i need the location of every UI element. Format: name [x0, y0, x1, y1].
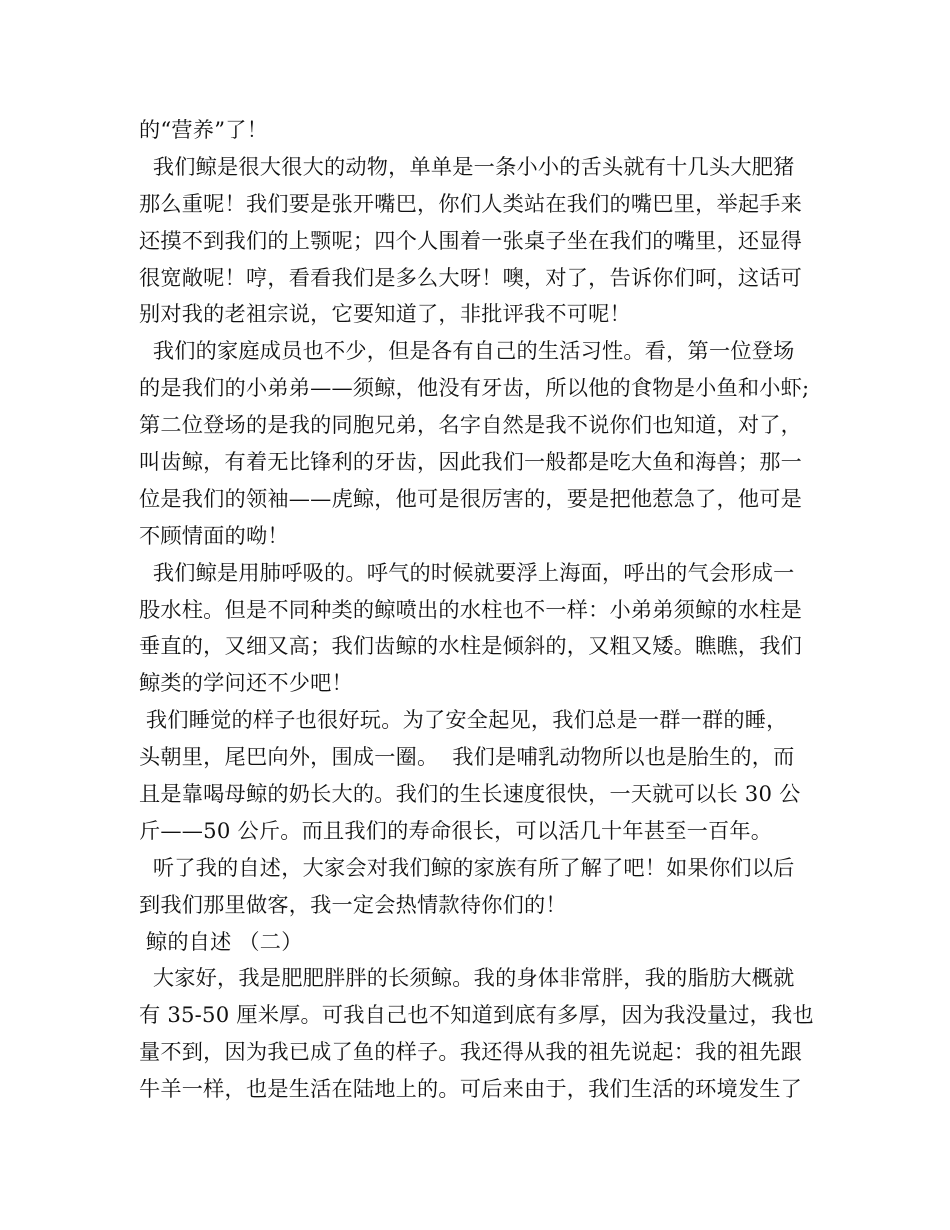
text-line: 很宽敞呢！哼，看看我们是多么大呀！噢，对了，告诉你们呵，这话可 [139, 264, 803, 290]
text-line: 且是靠喝母鲸的奶长大的。我们的生长速度很快，一天就可以长 30 公 [139, 781, 801, 807]
text-line: 的是我们的小弟弟——须鲸，他没有牙齿，所以他的食物是小鱼和小虾; [139, 375, 810, 401]
text-line: 有 35-50 厘米厚。可我自己也不知道到底有多厚，因为我没量过，我也 [139, 1002, 814, 1028]
text-line: 位是我们的领袖——虎鲸，他可是很厉害的，要是把他惹急了，他可是 [139, 485, 803, 511]
text-line: 听了我的自述，大家会对我们鲸的家族有所了解了吧！如果你们以后 [139, 854, 795, 880]
text-line: 牛羊一样，也是生活在陆地上的。可后来由于，我们生活的环境发生了 [139, 1076, 803, 1102]
text-line: 别对我的老祖宗说，它要知道了，非批评我不可呢！ [139, 301, 631, 327]
text-line: 的“营养”了！ [139, 117, 269, 142]
body-text [139, 112, 829, 1108]
text-line: 我们睡觉的样子也很好玩。为了安全起见，我们总是一群一群的睡， [139, 707, 788, 733]
text-line: 量不到，因为我已成了鱼的样子。我还得从我的祖先说起：我的祖先跟 [139, 1039, 803, 1065]
text-line: 不顾情面的呦！ [139, 522, 289, 548]
text-line: 第二位登场的是我的同胞兄弟，名字自然是我不说你们也知道，对了， [139, 412, 803, 438]
text-line: 叫齿鲸，有着无比锋利的牙齿，因此我们一般都是吃大鱼和海兽；那一 [139, 449, 803, 475]
text-line: 还摸不到我们的上颚呢；四个人围着一张桌子坐在我们的嘴里，还显得 [139, 227, 803, 253]
section-heading: 鲸的自述 （二） [139, 928, 303, 954]
text-line: 我们的家庭成员也不少，但是各有自己的生活习性。看，第一位登场 [139, 338, 795, 364]
text-line: 到我们那里做客，我一定会热情款待你们的！ [139, 891, 567, 917]
text-line: 我们鲸是用肺呼吸的。呼气的时候就要浮上海面，呼出的气会形成一 [139, 559, 795, 585]
text-line: 斤——50 公斤。而且我们的寿命很长，可以活几十年甚至一百年。 [139, 817, 773, 843]
text-line: 那么重呢！我们要是张开嘴巴，你们人类站在我们的嘴巴里，举起手来 [139, 190, 803, 216]
text-line: 我们鲸是很大很大的动物，单单是一条小小的舌头就有十几头大肥猪 [139, 153, 795, 179]
text-line: 鲸类的学问还不少吧！ [139, 670, 353, 696]
text-line: 垂直的，又细又高；我们齿鲸的水柱是倾斜的，又粗又矮。瞧瞧，我们 [139, 633, 803, 659]
text-line: 头朝里，尾巴向外，围成一圈。 我们是哺乳动物所以也是胎生的，而 [139, 744, 795, 770]
text-line: 股水柱。但是不同种类的鲸喷出的水柱也不一样：小弟弟须鲸的水柱是 [139, 596, 803, 622]
text-line: 大家好，我是肥肥胖胖的长须鲸。我的身体非常胖，我的脂肪大概就 [139, 965, 795, 991]
